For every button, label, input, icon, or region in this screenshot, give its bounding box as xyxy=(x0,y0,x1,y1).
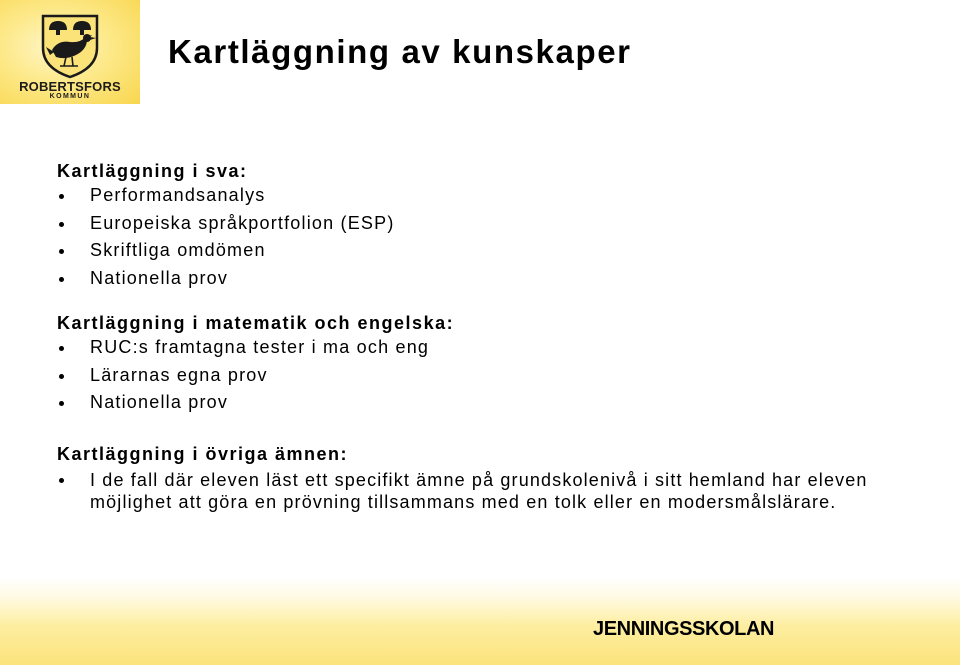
bullet-list xyxy=(57,334,937,417)
logo-panel xyxy=(0,0,140,104)
list-item: Skriftliga omdömen xyxy=(57,237,937,265)
bullet-list xyxy=(57,469,937,514)
section-heading: Kartläggning i övriga ämnen: xyxy=(57,443,349,464)
logo-subtitle: KOMMUN xyxy=(49,93,91,100)
list-item: Europeiska språkportfolion (ESP) xyxy=(57,210,937,238)
section-math-english xyxy=(57,312,937,417)
logo-name: ROBERTSFORS xyxy=(19,79,121,94)
list-item: Nationella prov xyxy=(57,389,937,417)
list-item: I de fall där eleven läst ett specifikt ämne på grundskolenivå i sitt hemland har eleven möjlighet att göra en prövning tillsammans med en tolk eller en modersmålslärare. xyxy=(57,469,937,514)
slide-content xyxy=(57,160,937,514)
list-item: RUC:s framtagna tester i ma och eng xyxy=(57,334,937,362)
list-item: Nationella prov xyxy=(57,265,937,293)
page-title: Kartläggning av kunskaper xyxy=(168,33,632,70)
section-heading: Kartläggning i matematik och engelska: xyxy=(57,313,455,333)
bullet-list xyxy=(57,182,937,292)
footer-band xyxy=(0,578,960,665)
section-heading: Kartläggning i sva: xyxy=(57,161,248,181)
section-sva xyxy=(57,160,937,292)
list-item: Lärarnas egna prov xyxy=(57,362,937,390)
list-item: Performandsanalys xyxy=(57,182,937,210)
section-other-subjects xyxy=(57,443,937,514)
footer-school-name: JENNINGSSKOLAN xyxy=(593,618,775,640)
